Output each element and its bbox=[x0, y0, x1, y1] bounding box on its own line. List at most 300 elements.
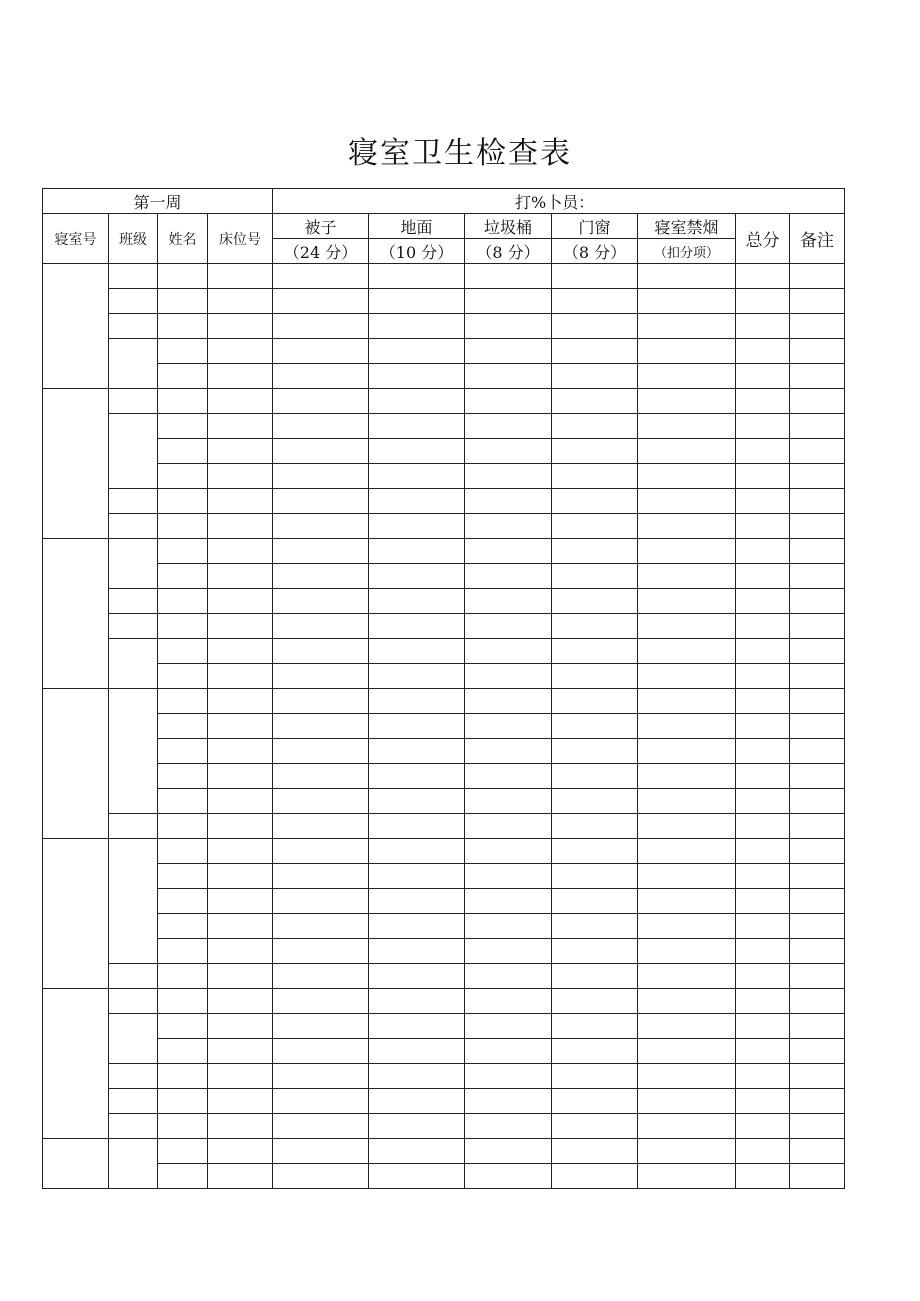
trash-bin-cell[interactable] bbox=[465, 739, 552, 764]
bed-no-cell[interactable] bbox=[208, 1039, 273, 1064]
floor-cell[interactable] bbox=[369, 864, 465, 889]
doors-windows-cell[interactable] bbox=[552, 889, 638, 914]
no-smoking-cell[interactable] bbox=[638, 1114, 736, 1139]
doors-windows-cell[interactable] bbox=[552, 314, 638, 339]
name-cell[interactable] bbox=[158, 689, 208, 714]
bed-no-cell[interactable] bbox=[208, 989, 273, 1014]
quilt-cell[interactable] bbox=[273, 464, 369, 489]
bed-no-cell[interactable] bbox=[208, 864, 273, 889]
class-cell[interactable] bbox=[109, 1014, 158, 1064]
total-cell[interactable] bbox=[736, 839, 790, 864]
doors-windows-cell[interactable] bbox=[552, 589, 638, 614]
bed-no-cell[interactable] bbox=[208, 489, 273, 514]
bed-no-cell[interactable] bbox=[208, 439, 273, 464]
trash-bin-cell[interactable] bbox=[465, 914, 552, 939]
total-cell[interactable] bbox=[736, 1039, 790, 1064]
no-smoking-cell[interactable] bbox=[638, 364, 736, 389]
quilt-cell[interactable] bbox=[273, 289, 369, 314]
remarks-cell[interactable] bbox=[790, 589, 845, 614]
total-cell[interactable] bbox=[736, 589, 790, 614]
trash-bin-cell[interactable] bbox=[465, 639, 552, 664]
class-cell[interactable] bbox=[109, 539, 158, 589]
quilt-cell[interactable] bbox=[273, 914, 369, 939]
floor-cell[interactable] bbox=[369, 714, 465, 739]
total-cell[interactable] bbox=[736, 864, 790, 889]
name-cell[interactable] bbox=[158, 839, 208, 864]
quilt-cell[interactable] bbox=[273, 1164, 369, 1189]
floor-cell[interactable] bbox=[369, 564, 465, 589]
doors-windows-cell[interactable] bbox=[552, 489, 638, 514]
remarks-cell[interactable] bbox=[790, 414, 845, 439]
quilt-cell[interactable] bbox=[273, 339, 369, 364]
floor-cell[interactable] bbox=[369, 814, 465, 839]
doors-windows-cell[interactable] bbox=[552, 364, 638, 389]
name-cell[interactable] bbox=[158, 664, 208, 689]
class-cell[interactable] bbox=[109, 839, 158, 964]
floor-cell[interactable] bbox=[369, 964, 465, 989]
bed-no-cell[interactable] bbox=[208, 839, 273, 864]
doors-windows-cell[interactable] bbox=[552, 764, 638, 789]
quilt-cell[interactable] bbox=[273, 1014, 369, 1039]
no-smoking-cell[interactable] bbox=[638, 864, 736, 889]
floor-cell[interactable] bbox=[369, 689, 465, 714]
quilt-cell[interactable] bbox=[273, 789, 369, 814]
class-cell[interactable] bbox=[109, 689, 158, 814]
bed-no-cell[interactable] bbox=[208, 789, 273, 814]
total-cell[interactable] bbox=[736, 364, 790, 389]
doors-windows-cell[interactable] bbox=[552, 414, 638, 439]
name-cell[interactable] bbox=[158, 314, 208, 339]
remarks-cell[interactable] bbox=[790, 1114, 845, 1139]
doors-windows-cell[interactable] bbox=[552, 289, 638, 314]
trash-bin-cell[interactable] bbox=[465, 539, 552, 564]
bed-no-cell[interactable] bbox=[208, 639, 273, 664]
name-cell[interactable] bbox=[158, 714, 208, 739]
no-smoking-cell[interactable] bbox=[638, 1139, 736, 1164]
total-cell[interactable] bbox=[736, 539, 790, 564]
name-cell[interactable] bbox=[158, 439, 208, 464]
total-cell[interactable] bbox=[736, 739, 790, 764]
no-smoking-cell[interactable] bbox=[638, 514, 736, 539]
remarks-cell[interactable] bbox=[790, 964, 845, 989]
no-smoking-cell[interactable] bbox=[638, 389, 736, 414]
bed-no-cell[interactable] bbox=[208, 289, 273, 314]
doors-windows-cell[interactable] bbox=[552, 1114, 638, 1139]
quilt-cell[interactable] bbox=[273, 564, 369, 589]
doors-windows-cell[interactable] bbox=[552, 639, 638, 664]
floor-cell[interactable] bbox=[369, 839, 465, 864]
doors-windows-cell[interactable] bbox=[552, 439, 638, 464]
total-cell[interactable] bbox=[736, 514, 790, 539]
quilt-cell[interactable] bbox=[273, 539, 369, 564]
bed-no-cell[interactable] bbox=[208, 514, 273, 539]
no-smoking-cell[interactable] bbox=[638, 264, 736, 289]
quilt-cell[interactable] bbox=[273, 589, 369, 614]
doors-windows-cell[interactable] bbox=[552, 264, 638, 289]
class-cell[interactable] bbox=[109, 514, 158, 539]
bed-no-cell[interactable] bbox=[208, 1164, 273, 1189]
bed-no-cell[interactable] bbox=[208, 939, 273, 964]
trash-bin-cell[interactable] bbox=[465, 689, 552, 714]
floor-cell[interactable] bbox=[369, 514, 465, 539]
remarks-cell[interactable] bbox=[790, 439, 845, 464]
name-cell[interactable] bbox=[158, 639, 208, 664]
no-smoking-cell[interactable] bbox=[638, 639, 736, 664]
no-smoking-cell[interactable] bbox=[638, 1089, 736, 1114]
floor-cell[interactable] bbox=[369, 589, 465, 614]
bed-no-cell[interactable] bbox=[208, 689, 273, 714]
doors-windows-cell[interactable] bbox=[552, 1089, 638, 1114]
remarks-cell[interactable] bbox=[790, 839, 845, 864]
trash-bin-cell[interactable] bbox=[465, 489, 552, 514]
bed-no-cell[interactable] bbox=[208, 414, 273, 439]
total-cell[interactable] bbox=[736, 764, 790, 789]
doors-windows-cell[interactable] bbox=[552, 1139, 638, 1164]
class-cell[interactable] bbox=[109, 814, 158, 839]
class-cell[interactable] bbox=[109, 1089, 158, 1114]
trash-bin-cell[interactable] bbox=[465, 564, 552, 589]
bed-no-cell[interactable] bbox=[208, 1089, 273, 1114]
doors-windows-cell[interactable] bbox=[552, 814, 638, 839]
floor-cell[interactable] bbox=[369, 989, 465, 1014]
total-cell[interactable] bbox=[736, 339, 790, 364]
total-cell[interactable] bbox=[736, 289, 790, 314]
no-smoking-cell[interactable] bbox=[638, 564, 736, 589]
doors-windows-cell[interactable] bbox=[552, 564, 638, 589]
bed-no-cell[interactable] bbox=[208, 1139, 273, 1164]
no-smoking-cell[interactable] bbox=[638, 714, 736, 739]
remarks-cell[interactable] bbox=[790, 389, 845, 414]
floor-cell[interactable] bbox=[369, 439, 465, 464]
total-cell[interactable] bbox=[736, 614, 790, 639]
floor-cell[interactable] bbox=[369, 764, 465, 789]
remarks-cell[interactable] bbox=[790, 489, 845, 514]
room-no-cell[interactable] bbox=[43, 1139, 109, 1189]
quilt-cell[interactable] bbox=[273, 1064, 369, 1089]
floor-cell[interactable] bbox=[369, 639, 465, 664]
quilt-cell[interactable] bbox=[273, 1089, 369, 1114]
quilt-cell[interactable] bbox=[273, 489, 369, 514]
quilt-cell[interactable] bbox=[273, 864, 369, 889]
name-cell[interactable] bbox=[158, 889, 208, 914]
name-cell[interactable] bbox=[158, 464, 208, 489]
remarks-cell[interactable] bbox=[790, 764, 845, 789]
doors-windows-cell[interactable] bbox=[552, 989, 638, 1014]
total-cell[interactable] bbox=[736, 889, 790, 914]
floor-cell[interactable] bbox=[369, 414, 465, 439]
quilt-cell[interactable] bbox=[273, 639, 369, 664]
doors-windows-cell[interactable] bbox=[552, 614, 638, 639]
bed-no-cell[interactable] bbox=[208, 589, 273, 614]
floor-cell[interactable] bbox=[369, 339, 465, 364]
trash-bin-cell[interactable] bbox=[465, 614, 552, 639]
name-cell[interactable] bbox=[158, 614, 208, 639]
quilt-cell[interactable] bbox=[273, 739, 369, 764]
no-smoking-cell[interactable] bbox=[638, 1064, 736, 1089]
total-cell[interactable] bbox=[736, 1139, 790, 1164]
trash-bin-cell[interactable] bbox=[465, 1114, 552, 1139]
no-smoking-cell[interactable] bbox=[638, 914, 736, 939]
name-cell[interactable] bbox=[158, 589, 208, 614]
total-cell[interactable] bbox=[736, 1089, 790, 1114]
remarks-cell[interactable] bbox=[790, 914, 845, 939]
name-cell[interactable] bbox=[158, 764, 208, 789]
doors-windows-cell[interactable] bbox=[552, 839, 638, 864]
doors-windows-cell[interactable] bbox=[552, 689, 638, 714]
trash-bin-cell[interactable] bbox=[465, 714, 552, 739]
no-smoking-cell[interactable] bbox=[638, 314, 736, 339]
class-cell[interactable] bbox=[109, 989, 158, 1014]
name-cell[interactable] bbox=[158, 1039, 208, 1064]
bed-no-cell[interactable] bbox=[208, 664, 273, 689]
no-smoking-cell[interactable] bbox=[638, 839, 736, 864]
name-cell[interactable] bbox=[158, 1114, 208, 1139]
remarks-cell[interactable] bbox=[790, 539, 845, 564]
doors-windows-cell[interactable] bbox=[552, 1014, 638, 1039]
bed-no-cell[interactable] bbox=[208, 364, 273, 389]
name-cell[interactable] bbox=[158, 489, 208, 514]
remarks-cell[interactable] bbox=[790, 939, 845, 964]
name-cell[interactable] bbox=[158, 964, 208, 989]
no-smoking-cell[interactable] bbox=[638, 614, 736, 639]
remarks-cell[interactable] bbox=[790, 514, 845, 539]
name-cell[interactable] bbox=[158, 789, 208, 814]
doors-windows-cell[interactable] bbox=[552, 739, 638, 764]
doors-windows-cell[interactable] bbox=[552, 914, 638, 939]
no-smoking-cell[interactable] bbox=[638, 539, 736, 564]
trash-bin-cell[interactable] bbox=[465, 414, 552, 439]
room-no-cell[interactable] bbox=[43, 689, 109, 839]
floor-cell[interactable] bbox=[369, 1114, 465, 1139]
remarks-cell[interactable] bbox=[790, 364, 845, 389]
quilt-cell[interactable] bbox=[273, 664, 369, 689]
trash-bin-cell[interactable] bbox=[465, 1014, 552, 1039]
no-smoking-cell[interactable] bbox=[638, 439, 736, 464]
doors-windows-cell[interactable] bbox=[552, 389, 638, 414]
trash-bin-cell[interactable] bbox=[465, 1089, 552, 1114]
floor-cell[interactable] bbox=[369, 264, 465, 289]
total-cell[interactable] bbox=[736, 939, 790, 964]
doors-windows-cell[interactable] bbox=[552, 464, 638, 489]
room-no-cell[interactable] bbox=[43, 539, 109, 689]
bed-no-cell[interactable] bbox=[208, 914, 273, 939]
doors-windows-cell[interactable] bbox=[552, 514, 638, 539]
trash-bin-cell[interactable] bbox=[465, 839, 552, 864]
class-cell[interactable] bbox=[109, 339, 158, 389]
floor-cell[interactable] bbox=[369, 464, 465, 489]
quilt-cell[interactable] bbox=[273, 989, 369, 1014]
bed-no-cell[interactable] bbox=[208, 714, 273, 739]
name-cell[interactable] bbox=[158, 564, 208, 589]
bed-no-cell[interactable] bbox=[208, 964, 273, 989]
floor-cell[interactable] bbox=[369, 489, 465, 514]
no-smoking-cell[interactable] bbox=[638, 489, 736, 514]
quilt-cell[interactable] bbox=[273, 614, 369, 639]
trash-bin-cell[interactable] bbox=[465, 264, 552, 289]
no-smoking-cell[interactable] bbox=[638, 764, 736, 789]
remarks-cell[interactable] bbox=[790, 564, 845, 589]
remarks-cell[interactable] bbox=[790, 739, 845, 764]
quilt-cell[interactable] bbox=[273, 264, 369, 289]
total-cell[interactable] bbox=[736, 789, 790, 814]
quilt-cell[interactable] bbox=[273, 1139, 369, 1164]
name-cell[interactable] bbox=[158, 989, 208, 1014]
class-cell[interactable] bbox=[109, 614, 158, 639]
doors-windows-cell[interactable] bbox=[552, 1064, 638, 1089]
quilt-cell[interactable] bbox=[273, 1114, 369, 1139]
floor-cell[interactable] bbox=[369, 939, 465, 964]
remarks-cell[interactable] bbox=[790, 664, 845, 689]
bed-no-cell[interactable] bbox=[208, 339, 273, 364]
class-cell[interactable] bbox=[109, 1139, 158, 1189]
bed-no-cell[interactable] bbox=[208, 614, 273, 639]
no-smoking-cell[interactable] bbox=[638, 889, 736, 914]
no-smoking-cell[interactable] bbox=[638, 289, 736, 314]
floor-cell[interactable] bbox=[369, 1139, 465, 1164]
name-cell[interactable] bbox=[158, 289, 208, 314]
no-smoking-cell[interactable] bbox=[638, 1039, 736, 1064]
remarks-cell[interactable] bbox=[790, 339, 845, 364]
floor-cell[interactable] bbox=[369, 914, 465, 939]
name-cell[interactable] bbox=[158, 739, 208, 764]
name-cell[interactable] bbox=[158, 389, 208, 414]
remarks-cell[interactable] bbox=[790, 1164, 845, 1189]
name-cell[interactable] bbox=[158, 1164, 208, 1189]
remarks-cell[interactable] bbox=[790, 814, 845, 839]
remarks-cell[interactable] bbox=[790, 639, 845, 664]
bed-no-cell[interactable] bbox=[208, 314, 273, 339]
class-cell[interactable] bbox=[109, 964, 158, 989]
total-cell[interactable] bbox=[736, 914, 790, 939]
total-cell[interactable] bbox=[736, 689, 790, 714]
class-cell[interactable] bbox=[109, 589, 158, 614]
name-cell[interactable] bbox=[158, 539, 208, 564]
floor-cell[interactable] bbox=[369, 1089, 465, 1114]
no-smoking-cell[interactable] bbox=[638, 739, 736, 764]
doors-windows-cell[interactable] bbox=[552, 1164, 638, 1189]
remarks-cell[interactable] bbox=[790, 889, 845, 914]
name-cell[interactable] bbox=[158, 1064, 208, 1089]
quilt-cell[interactable] bbox=[273, 364, 369, 389]
floor-cell[interactable] bbox=[369, 364, 465, 389]
quilt-cell[interactable] bbox=[273, 414, 369, 439]
trash-bin-cell[interactable] bbox=[465, 389, 552, 414]
bed-no-cell[interactable] bbox=[208, 389, 273, 414]
trash-bin-cell[interactable] bbox=[465, 764, 552, 789]
name-cell[interactable] bbox=[158, 364, 208, 389]
remarks-cell[interactable] bbox=[790, 464, 845, 489]
total-cell[interactable] bbox=[736, 814, 790, 839]
total-cell[interactable] bbox=[736, 664, 790, 689]
floor-cell[interactable] bbox=[369, 289, 465, 314]
bed-no-cell[interactable] bbox=[208, 1064, 273, 1089]
trash-bin-cell[interactable] bbox=[465, 314, 552, 339]
total-cell[interactable] bbox=[736, 1064, 790, 1089]
room-no-cell[interactable] bbox=[43, 264, 109, 389]
name-cell[interactable] bbox=[158, 414, 208, 439]
name-cell[interactable] bbox=[158, 864, 208, 889]
trash-bin-cell[interactable] bbox=[465, 789, 552, 814]
bed-no-cell[interactable] bbox=[208, 539, 273, 564]
total-cell[interactable] bbox=[736, 564, 790, 589]
remarks-cell[interactable] bbox=[790, 1039, 845, 1064]
quilt-cell[interactable] bbox=[273, 939, 369, 964]
total-cell[interactable] bbox=[736, 489, 790, 514]
floor-cell[interactable] bbox=[369, 1014, 465, 1039]
class-cell[interactable] bbox=[109, 489, 158, 514]
remarks-cell[interactable] bbox=[790, 864, 845, 889]
name-cell[interactable] bbox=[158, 939, 208, 964]
quilt-cell[interactable] bbox=[273, 314, 369, 339]
total-cell[interactable] bbox=[736, 314, 790, 339]
trash-bin-cell[interactable] bbox=[465, 289, 552, 314]
no-smoking-cell[interactable] bbox=[638, 989, 736, 1014]
floor-cell[interactable] bbox=[369, 314, 465, 339]
bed-no-cell[interactable] bbox=[208, 814, 273, 839]
quilt-cell[interactable] bbox=[273, 1039, 369, 1064]
remarks-cell[interactable] bbox=[790, 1139, 845, 1164]
quilt-cell[interactable] bbox=[273, 389, 369, 414]
trash-bin-cell[interactable] bbox=[465, 514, 552, 539]
name-cell[interactable] bbox=[158, 339, 208, 364]
no-smoking-cell[interactable] bbox=[638, 689, 736, 714]
quilt-cell[interactable] bbox=[273, 514, 369, 539]
total-cell[interactable] bbox=[736, 964, 790, 989]
trash-bin-cell[interactable] bbox=[465, 964, 552, 989]
floor-cell[interactable] bbox=[369, 1039, 465, 1064]
trash-bin-cell[interactable] bbox=[465, 339, 552, 364]
bed-no-cell[interactable] bbox=[208, 564, 273, 589]
remarks-cell[interactable] bbox=[790, 289, 845, 314]
remarks-cell[interactable] bbox=[790, 264, 845, 289]
doors-windows-cell[interactable] bbox=[552, 864, 638, 889]
total-cell[interactable] bbox=[736, 639, 790, 664]
quilt-cell[interactable] bbox=[273, 439, 369, 464]
remarks-cell[interactable] bbox=[790, 714, 845, 739]
trash-bin-cell[interactable] bbox=[465, 464, 552, 489]
name-cell[interactable] bbox=[158, 1089, 208, 1114]
remarks-cell[interactable] bbox=[790, 789, 845, 814]
doors-windows-cell[interactable] bbox=[552, 939, 638, 964]
room-no-cell[interactable] bbox=[43, 839, 109, 989]
total-cell[interactable] bbox=[736, 714, 790, 739]
name-cell[interactable] bbox=[158, 264, 208, 289]
trash-bin-cell[interactable] bbox=[465, 1064, 552, 1089]
bed-no-cell[interactable] bbox=[208, 464, 273, 489]
no-smoking-cell[interactable] bbox=[638, 589, 736, 614]
inspector-field[interactable] bbox=[273, 189, 845, 214]
total-cell[interactable] bbox=[736, 414, 790, 439]
doors-windows-cell[interactable] bbox=[552, 539, 638, 564]
total-cell[interactable] bbox=[736, 989, 790, 1014]
quilt-cell[interactable] bbox=[273, 714, 369, 739]
no-smoking-cell[interactable] bbox=[638, 1164, 736, 1189]
doors-windows-cell[interactable] bbox=[552, 664, 638, 689]
class-cell[interactable] bbox=[109, 1114, 158, 1139]
trash-bin-cell[interactable] bbox=[465, 814, 552, 839]
class-cell[interactable] bbox=[109, 639, 158, 689]
room-no-cell[interactable] bbox=[43, 989, 109, 1139]
remarks-cell[interactable] bbox=[790, 614, 845, 639]
quilt-cell[interactable] bbox=[273, 689, 369, 714]
floor-cell[interactable] bbox=[369, 664, 465, 689]
bed-no-cell[interactable] bbox=[208, 739, 273, 764]
room-no-cell[interactable] bbox=[43, 389, 109, 539]
trash-bin-cell[interactable] bbox=[465, 439, 552, 464]
quilt-cell[interactable] bbox=[273, 889, 369, 914]
class-cell[interactable] bbox=[109, 264, 158, 289]
name-cell[interactable] bbox=[158, 514, 208, 539]
